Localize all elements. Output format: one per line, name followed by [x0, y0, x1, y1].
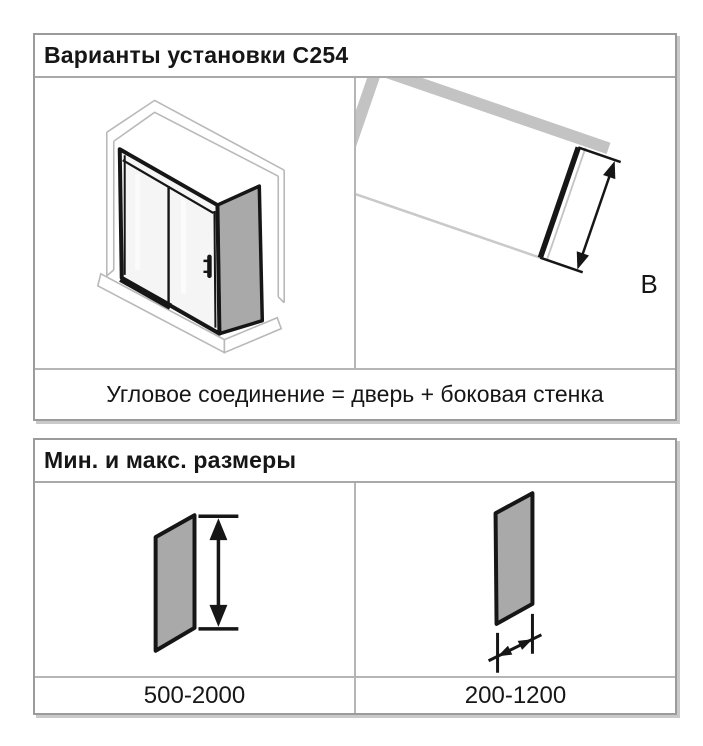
- width-range-value: 200-1200: [464, 681, 567, 709]
- height-range-diagram: [35, 483, 354, 676]
- dimension-b-arrow: [540, 147, 621, 272]
- installation-caption: Угловое соединение = дверь + боковая стенка: [35, 368, 675, 419]
- height-range-value: 500-2000: [143, 681, 246, 709]
- size-values-row: [35, 676, 675, 713]
- plan-glass-edge-line: [547, 148, 586, 260]
- isometric-diagram-cell: [35, 78, 354, 368]
- width-range-diagram: [356, 483, 675, 676]
- width-diagram-panel: [496, 493, 533, 624]
- min-max-sizes-panel: [33, 438, 677, 715]
- shower-enclosure-3d-diagram: [35, 78, 354, 368]
- installation-diagrams-row: [35, 78, 675, 368]
- sizes-diagrams-row: [35, 483, 675, 676]
- dimension-b-label: B: [640, 270, 658, 299]
- installation-panel-title: Варианты установки C254: [35, 35, 675, 78]
- height-diagram-cell: [35, 483, 354, 676]
- plan-wall-left: [356, 78, 384, 206]
- width-diagram-cell: [356, 483, 675, 676]
- plan-side-panel-line: [540, 147, 578, 257]
- plan-door-line: [356, 189, 543, 258]
- plan-wall-top: [369, 78, 610, 154]
- height-dimension-arrow: [198, 516, 238, 629]
- side-glass-panel: [217, 186, 262, 334]
- sizes-panel-title: Мин. и макс. размеры: [35, 440, 675, 483]
- installation-options-panel: [33, 33, 677, 421]
- plan-diagram-cell: [356, 78, 675, 368]
- height-diagram-panel: [156, 515, 195, 651]
- corner-installation-plan-diagram: [356, 78, 675, 368]
